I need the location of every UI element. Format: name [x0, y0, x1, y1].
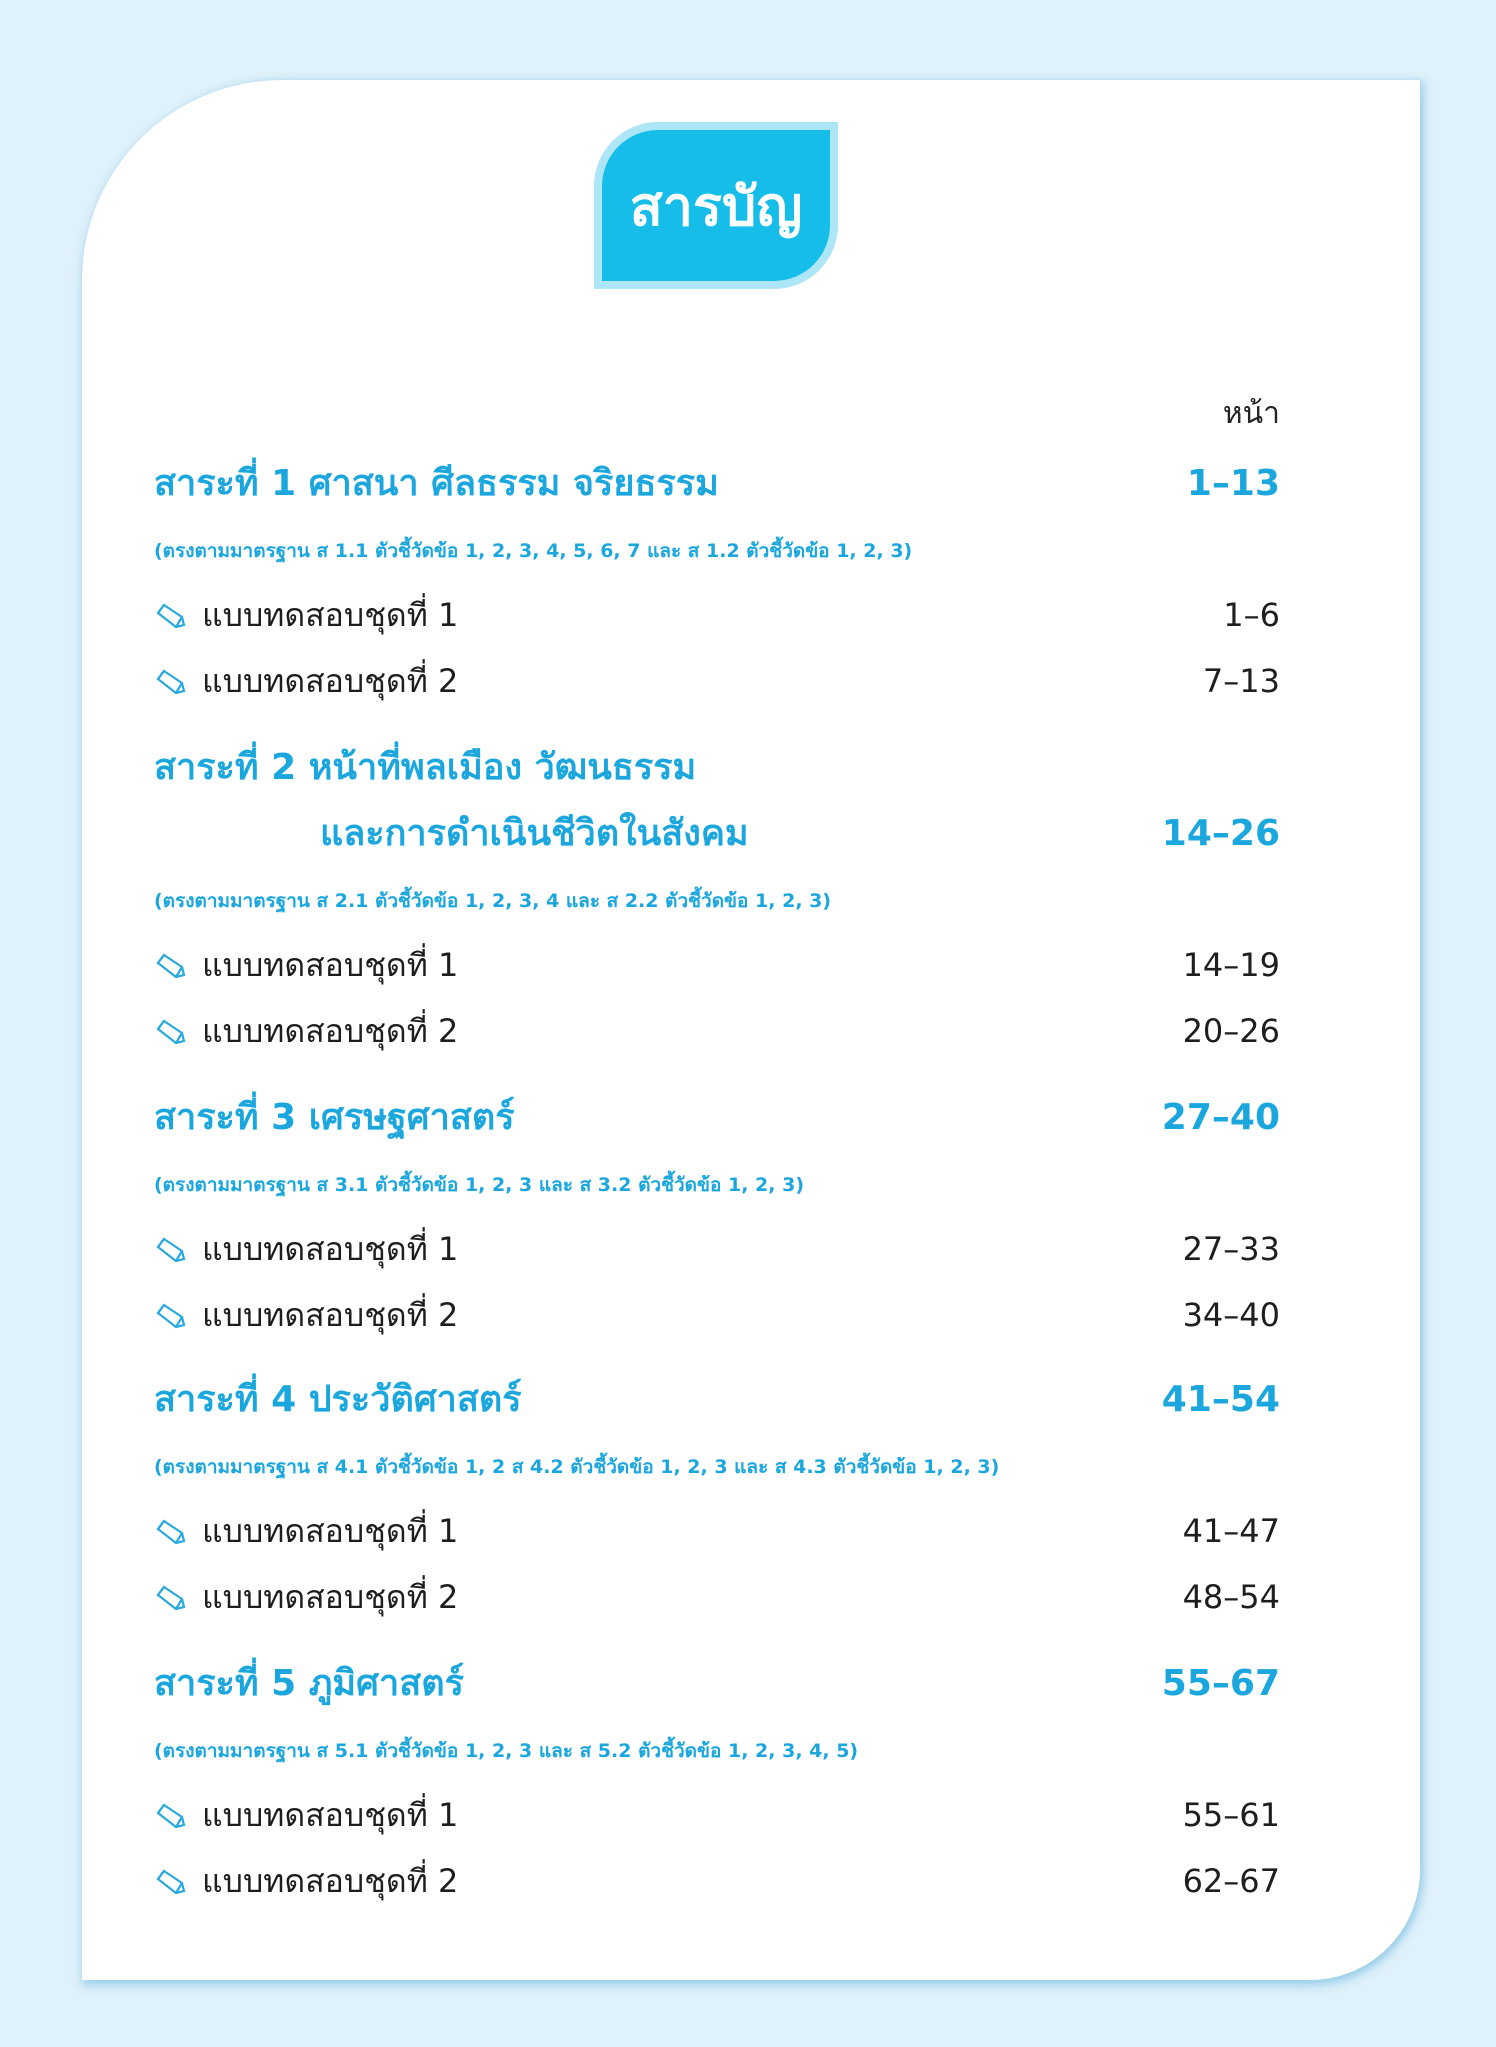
toc-item-pages: 41–47	[1182, 1512, 1280, 1550]
toc-item-pages: 20–26	[1182, 1012, 1280, 1050]
page-header-label: หน้า	[1222, 396, 1280, 431]
toc-item-label: แบบทดสอบชุดที่ 1	[202, 1230, 459, 1268]
title-tab	[594, 122, 838, 289]
pencil-icon	[154, 1017, 188, 1047]
section-title	[154, 454, 1280, 511]
section-title-text: สาระที่ 3 เศรษฐศาสตร์	[154, 1097, 515, 1138]
pencil-icon	[154, 1301, 188, 1331]
section-title	[154, 1654, 1280, 1711]
section-pages: 14–26	[1161, 813, 1280, 854]
standard-note	[154, 536, 1280, 566]
pencil-icon	[154, 667, 188, 697]
toc-item-pages: 27–33	[1182, 1230, 1280, 1268]
section-title	[154, 738, 1280, 795]
toc-item[interactable]	[154, 590, 1280, 641]
toc-item[interactable]	[154, 1790, 1280, 1841]
page-title: สารบัญ	[602, 130, 830, 281]
toc-item-pages: 7–13	[1202, 662, 1280, 700]
toc-item-label: แบบทดสอบชุดที่ 1	[202, 596, 459, 634]
pencil-icon	[154, 1801, 188, 1831]
standard-note	[154, 1452, 1280, 1482]
toc-item-pages: 1–6	[1223, 596, 1280, 634]
toc-item-label: แบบทดสอบชุดที่ 2	[202, 1012, 459, 1050]
standard-note-text: (ตรงตามมาตรฐาน ส 3.1 ตัวชี้วัดข้อ 1, 2, 3 และ ส 3.2 ตัวชี้วัดข้อ 1, 2, 3)	[154, 1174, 805, 1196]
section-title-text: สาระที่ 1 ศาสนา ศีลธรรม จริยธรรม	[154, 463, 719, 504]
standard-note	[154, 1170, 1280, 1200]
section-pages: 41–54	[1161, 1379, 1280, 1420]
section-title-text: และการดำเนินชีวิตในสังคม	[320, 813, 749, 854]
toc-item-label: แบบทดสอบชุดที่ 1	[202, 1512, 459, 1550]
toc-item-label: แบบทดสอบชุดที่ 2	[202, 1296, 459, 1334]
pencil-icon	[154, 1867, 188, 1897]
section-pages: 1–13	[1186, 463, 1280, 504]
toc-item[interactable]	[154, 1290, 1280, 1341]
toc-item-label: แบบทดสอบชุดที่ 2	[202, 1578, 459, 1616]
toc-item-label: แบบทดสอบชุดที่ 2	[202, 1862, 459, 1900]
standard-note	[154, 886, 1280, 916]
toc-item[interactable]	[154, 1856, 1280, 1907]
section-title	[154, 1088, 1280, 1145]
pencil-icon	[154, 1583, 188, 1613]
page-column-header	[154, 390, 1280, 437]
toc-item-label: แบบทดสอบชุดที่ 1	[202, 1796, 459, 1834]
standard-note	[154, 1736, 1280, 1766]
toc-item[interactable]	[154, 1006, 1280, 1057]
toc-item-pages: 34–40	[1182, 1296, 1280, 1334]
section-pages: 27–40	[1161, 1097, 1280, 1138]
pencil-icon	[154, 601, 188, 631]
pencil-icon	[154, 1235, 188, 1265]
standard-note-text: (ตรงตามมาตรฐาน ส 4.1 ตัวชี้วัดข้อ 1, 2 ส 4.2 ตัวชี้วัดข้อ 1, 2, 3 และ ส 4.3 ตัวชี้วัดข้อ 1, 2, 3)	[154, 1456, 1000, 1478]
toc-item[interactable]	[154, 1572, 1280, 1623]
toc-item[interactable]	[154, 656, 1280, 707]
pencil-icon	[154, 951, 188, 981]
standard-note-text: (ตรงตามมาตรฐาน ส 2.1 ตัวชี้วัดข้อ 1, 2, 3, 4 และ ส 2.2 ตัวชี้วัดข้อ 1, 2, 3)	[154, 890, 832, 912]
standard-note-text: (ตรงตามมาตรฐาน ส 5.1 ตัวชี้วัดข้อ 1, 2, 3 และ ส 5.2 ตัวชี้วัดข้อ 1, 2, 3, 4, 5)	[154, 1740, 859, 1762]
toc-item[interactable]	[154, 940, 1280, 991]
section-title-text: สาระที่ 4 ประวัติศาสตร์	[154, 1379, 522, 1420]
section-title-text: สาระที่ 5 ภูมิศาสตร์	[154, 1663, 464, 1704]
toc-item[interactable]	[154, 1224, 1280, 1275]
section-title-continued	[154, 804, 1280, 861]
standard-note-text: (ตรงตามมาตรฐาน ส 1.1 ตัวชี้วัดข้อ 1, 2, 3, 4, 5, 6, 7 และ ส 1.2 ตัวชี้วัดข้อ 1, 2, 3)	[154, 540, 913, 562]
toc-item-pages: 55–61	[1182, 1796, 1280, 1834]
section-title-text: สาระที่ 2 หน้าที่พลเมือง วัฒนธรรม	[154, 747, 697, 788]
section-pages: 55–67	[1161, 1663, 1280, 1704]
section-title	[154, 1370, 1280, 1427]
toc-item-pages: 62–67	[1182, 1862, 1280, 1900]
toc-item-label: แบบทดสอบชุดที่ 2	[202, 662, 459, 700]
pencil-icon	[154, 1517, 188, 1547]
toc-item[interactable]	[154, 1506, 1280, 1557]
toc-item-pages: 48–54	[1182, 1578, 1280, 1616]
toc-item-label: แบบทดสอบชุดที่ 1	[202, 946, 459, 984]
toc-item-pages: 14–19	[1182, 946, 1280, 984]
